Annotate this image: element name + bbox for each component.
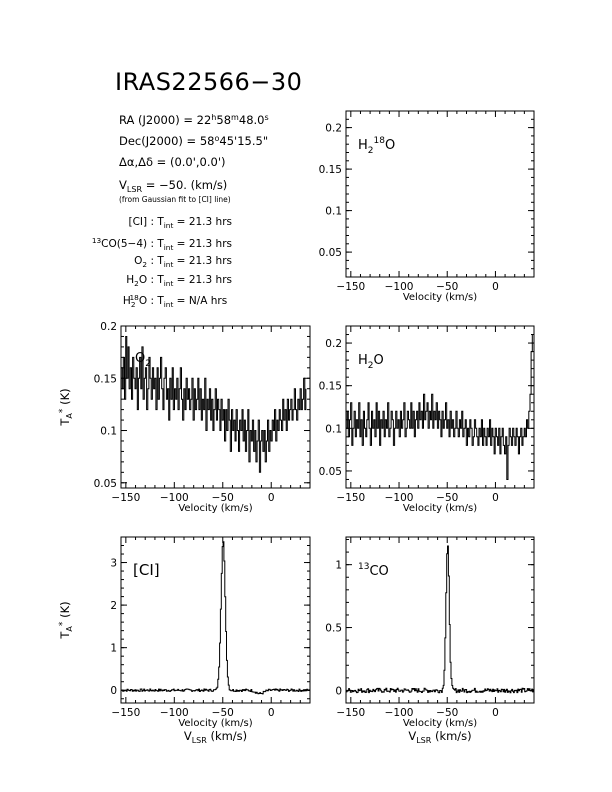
x-tick-label: −50 — [211, 492, 234, 504]
vlsr-line: $V_{LSR} = -50$. (km/s) — [119, 178, 228, 194]
x-tick-label: −50 — [436, 281, 459, 293]
vlsr-value: = −50. (km/s) — [145, 178, 228, 192]
offset-value: (0.0',0.0') — [169, 155, 226, 169]
y-tick-label: 0.1 — [325, 205, 342, 218]
y-tick-label: 0.5 — [325, 622, 342, 635]
x-tick-label: −100 — [384, 281, 414, 293]
dec-label: Dec(J2000) = — [119, 134, 197, 148]
x-axis-label: Velocity (km/s) — [178, 503, 253, 514]
y-tick-label: 0.2 — [100, 321, 117, 333]
panel-label-h2o: $H_2O$ — [358, 353, 384, 371]
x-axis-label: Velocity (km/s) — [402, 292, 478, 303]
dec-value: 58$^o$45'15.5" — [199, 134, 269, 148]
tint-line-name: $^{13}$CO(5−4) : — [91, 236, 154, 250]
tint-line-name: $H_2^{18}O$ : — [122, 293, 154, 309]
x-tick-label: 0 — [492, 281, 499, 293]
y-tick-label: 0.1 — [100, 425, 117, 438]
y-tick-label: 0.2 — [325, 122, 342, 135]
tint-line-name: [CI] : — [128, 216, 154, 228]
y-tick-label: 0.15 — [93, 373, 117, 386]
x-tick-label: −150 — [111, 707, 141, 719]
x-axis-label: Velocity (km/s) — [402, 718, 478, 729]
plot-frame-h2o — [346, 326, 534, 488]
tint-line-name: $O_2$ : — [134, 255, 154, 269]
x-tick-label: 0 — [267, 492, 275, 504]
vlsr-axis-label: $V_{LSR}$ (km/s) — [183, 729, 248, 745]
panel-label-ci: [CI] — [133, 561, 160, 579]
x-tick-label: −150 — [336, 281, 366, 293]
tint-value: $T_{int} = 21.3$ hrs — [154, 274, 232, 288]
x-tick-label: −100 — [159, 492, 189, 504]
tint-value: $T_{int} = 21.3$ hrs — [154, 255, 232, 269]
ra-label: RA (J2000) = — [119, 113, 193, 127]
y-tick-label: 0 — [335, 685, 342, 698]
y-tick-label: 0 — [110, 685, 117, 698]
y-tick-label: 0.05 — [318, 247, 342, 260]
x-tick-label: −50 — [436, 492, 459, 504]
y-tick-label: 1 — [110, 642, 117, 655]
panel-label-o2: $O_2$ — [135, 351, 151, 369]
x-tick-label: −150 — [336, 707, 366, 719]
x-tick-label: −150 — [336, 492, 366, 504]
y-tick-label: 0.05 — [93, 477, 117, 490]
x-tick-label: 0 — [267, 707, 275, 719]
y-axis-label: $T_A^*$ (K) — [58, 601, 74, 639]
y-tick-label: 0.05 — [318, 465, 342, 478]
x-axis-label: Velocity (km/s) — [402, 503, 478, 514]
x-tick-label: −50 — [211, 707, 234, 719]
offset-label: Δα,Δδ = — [119, 155, 167, 169]
x-tick-label: −100 — [384, 492, 414, 504]
y-tick-label: 0.2 — [325, 338, 342, 351]
x-tick-label: −150 — [111, 492, 141, 504]
plot-frame-13co — [346, 537, 534, 703]
x-tick-label: 0 — [492, 707, 499, 719]
y-axis-label: $T_A^*$ (K) — [58, 388, 74, 426]
spectrum-line-o2 — [121, 337, 306, 473]
ra-value: 22$^h$58$^m$48.0$^s$ — [196, 113, 269, 127]
x-tick-label: −100 — [384, 707, 414, 719]
x-axis-label: Velocity (km/s) — [178, 718, 253, 729]
x-tick-label: −100 — [159, 707, 189, 719]
x-tick-label: −50 — [436, 707, 459, 719]
tint-value: $T_{int} = 21.3$ hrs — [154, 238, 232, 252]
y-tick-label: 0.1 — [325, 423, 342, 436]
tint-value: $T_{int} = 21.3$ hrs — [154, 216, 232, 230]
y-tick-label: 1 — [335, 559, 342, 572]
tint-value: $T_{int} = N/A$ hrs — [154, 295, 228, 309]
tint-line-name: $H_2O$ : — [126, 274, 154, 288]
panel-label-h218o: $H_2^{18}O$ — [358, 136, 396, 156]
y-tick-label: 0.15 — [318, 380, 342, 393]
y-tick-label: 3 — [110, 557, 117, 570]
panel-label-13co: $^{13}$CO — [358, 562, 389, 579]
x-tick-label: 0 — [492, 492, 499, 504]
fit-note: (from Gaussian fit to [CI] line) — [119, 195, 231, 204]
vlsr-axis-label: $V_{LSR}$ (km/s) — [408, 729, 472, 745]
y-tick-label: 0.15 — [318, 164, 342, 177]
source-title: IRAS22566−30 — [115, 68, 303, 96]
y-tick-label: 2 — [110, 600, 117, 613]
